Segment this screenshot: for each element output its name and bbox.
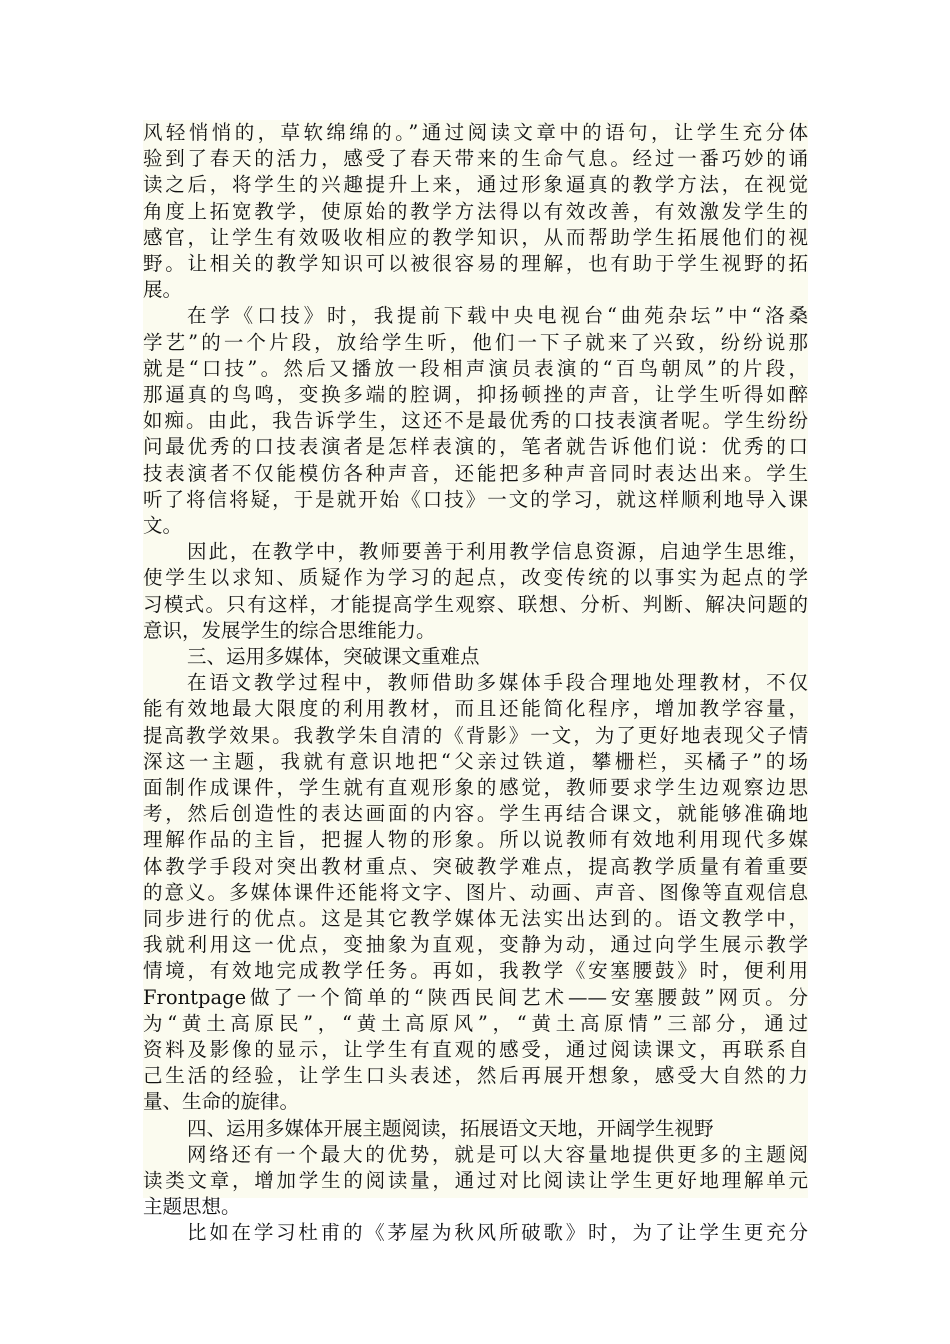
text-line: 习模式。只有这样，才能提高学生观察、联想、分析、判断、解决问题的 xyxy=(143,592,808,616)
text-line: 情境，有效地完成教学任务。再如，我教学《安塞腰鼓》时，便利用 xyxy=(143,959,808,983)
text-line: 同步进行的优点。这是其它教学媒体无法实出达到的。语文教学中， xyxy=(143,907,808,930)
text-line: 风轻悄悄的，草软绵绵的。”通过阅读文章中的语句，让学生充分体 xyxy=(143,121,808,144)
text-line: 面制作成课件，学生就有直观形象的感觉，教师要求学生边观察边思 xyxy=(143,776,808,799)
text-line: 使学生以求知、质疑作为学习的起点，改变传统的以事实为起点的学 xyxy=(143,566,808,590)
text-line: 提高教学效果。我教学朱自清的《背影》一文，为了更好地表现父子情 xyxy=(143,723,808,747)
section-heading: 三、运用多媒体，突破课文重难点 xyxy=(187,645,480,668)
text-line: 主题思想。 xyxy=(143,1195,241,1219)
text-line: 技表演者不仅能模仿各种声音，还能把多种声音同时表达出来。学生 xyxy=(143,461,808,485)
text-line: 理解作品的主旨，把握人物的形象。所以说教师有效地利用现代多媒 xyxy=(143,828,808,852)
paragraph-first-line: 比如在学习杜甫的《茅屋为秋风所破歌》时，为了让学生更充分 xyxy=(187,1221,808,1245)
text-line: 的意义。多媒体课件还能将文字、图片、动画、声音、图像等直观信息 xyxy=(143,880,808,904)
text-line: 读之后，将学生的兴趣提升上来，通过形象逼真的教学方法，在视觉 xyxy=(143,173,808,197)
section-heading: 四、运用多媒体开展主题阅读，拓展语文天地，开阔学生视野 xyxy=(187,1116,714,1140)
text-line: 如痴。由此，我告诉学生，这还不是最优秀的口技表演者呢。学生纷纷 xyxy=(143,409,808,433)
text-line: 问最优秀的口技表演者是怎样表演的，笔者就告诉他们说：优秀的口 xyxy=(143,435,808,459)
text-line: 资料及影像的显示，让学生有直观的感受，通过阅读课文，再联系自 xyxy=(143,1038,808,1061)
text-line: 考，然后创造性的表达画面的内容。学生再结合课文，就能够准确地 xyxy=(143,802,808,826)
text-line: 验到了春天的活力，感受了春天带来的生命气息。经过一番巧妙的诵 xyxy=(143,147,808,171)
text-line: 我就利用这一优点，变抽象为直观，变静为动，通过向学生展示教学 xyxy=(143,933,808,957)
text-line: 量、生命的旋律。 xyxy=(143,1090,300,1114)
text-line: 深这一主题，我就有意识地把“父亲过铁道，攀栅栏，买橘子”的场 xyxy=(143,749,808,773)
paragraph-first-line: 在语文教学过程中，教师借助多媒体手段合理地处理教材，不仅 xyxy=(187,671,808,695)
text-line: 野。让相关的教学知识可以被很容易的理解，也有助于学生视野的拓 xyxy=(143,252,808,275)
text-line: 学艺”的一个片段，放给学生听，他们一下子就来了兴致，纷纷说那 xyxy=(143,330,808,354)
text-line: 展。 xyxy=(143,278,183,302)
text-line: 读类文章，增加学生的阅读量，通过对比阅读让学生更好地理解单元 xyxy=(143,1169,808,1192)
text-line: 体教学手段对突出教材重点、突破教学难点，提高教学质量有着重要 xyxy=(143,854,808,878)
text-line: 能有效地最大限度的利用教材，而且还能简化程序，增加教学容量， xyxy=(143,697,808,721)
paragraph-first-line: 网络还有一个最大的优势，就是可以大容量地提供更多的主题阅 xyxy=(187,1142,808,1166)
text-line: 感官，让学生有效吸收相应的教学知识，从而帮助学生拓展他们的视 xyxy=(143,225,808,249)
text-line: 就是“口技”。然后又播放一段相声演员表演的“百鸟朝凤”的片段， xyxy=(143,356,808,380)
document-body xyxy=(143,120,808,1245)
text-line: 己生活的经验，让学生口头表述，然后再展开想象，感受大自然的力 xyxy=(143,1064,808,1088)
text-line: 为“黄土高原民”，“黄土高原风”，“黄土高原情”三部分，通过 xyxy=(143,1011,808,1035)
text-line: 文。 xyxy=(143,514,183,537)
text-line: 角度上拓宽教学，使原始的教学方法得以有效改善，有效激发学生的 xyxy=(143,199,808,223)
text-line: 意识，发展学生的综合思维能力。 xyxy=(143,618,436,642)
text-line: 那逼真的鸟鸣，变换多端的腔调，抑扬顿挫的声音，让学生听得如醉 xyxy=(143,383,808,406)
paragraph-first-line: 因此，在教学中，教师要善于利用教学信息资源，启迪学生思维， xyxy=(187,540,808,564)
text-line: 听了将信将疑，于是就开始《口技》一文的学习，就这样顺利地导入课 xyxy=(143,487,808,511)
text-line: Frontpage做了一个简单的“陕西民间艺术——安塞腰鼓”网页。分 xyxy=(143,985,808,1009)
paragraph-first-line: 在学《口技》时，我提前下载中央电视台“曲苑杂坛”中“洛桑 xyxy=(187,304,808,328)
